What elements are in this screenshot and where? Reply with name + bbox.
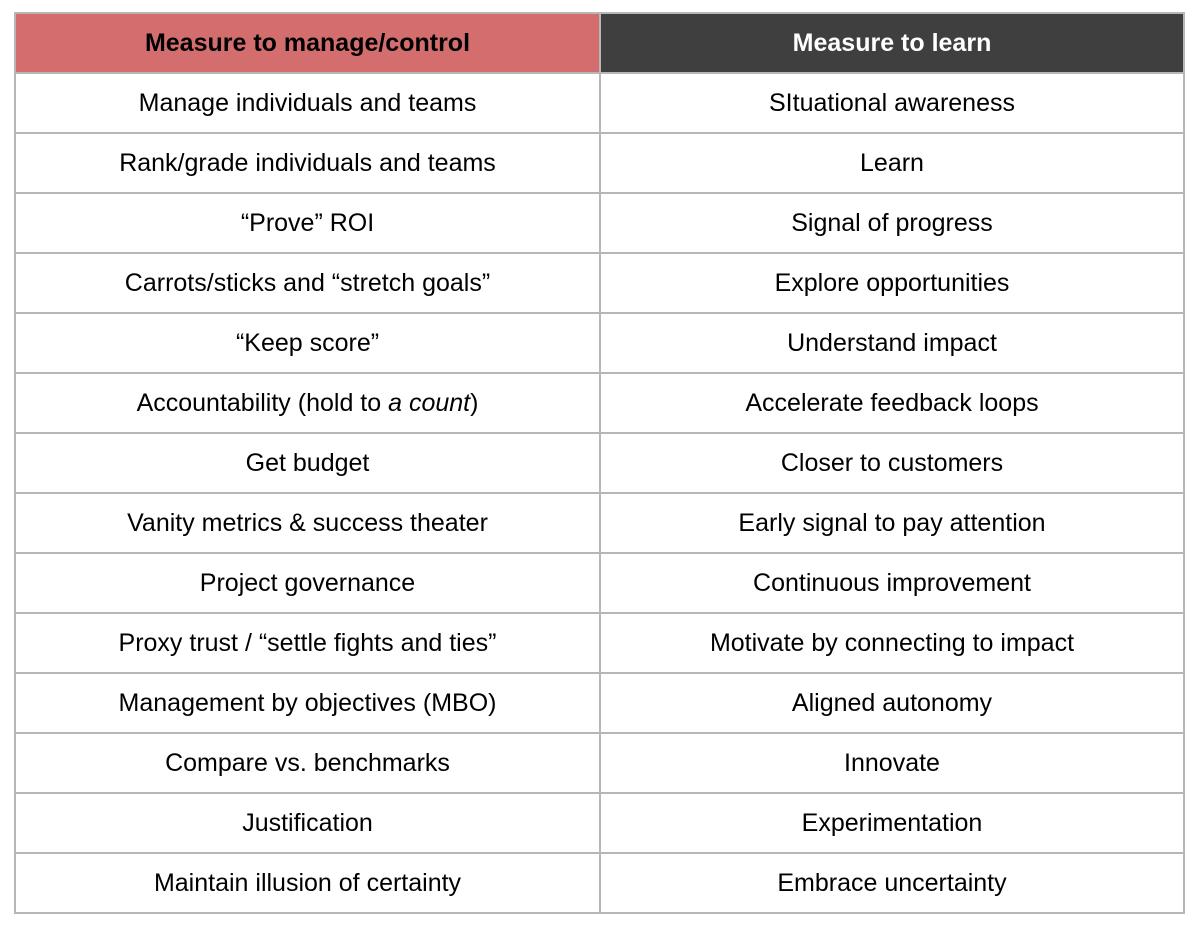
header-manage-control: Measure to manage/control — [15, 13, 600, 73]
cell-learn: Closer to customers — [600, 433, 1184, 493]
table-row — [15, 793, 1184, 853]
cell-manage-control: Manage individuals and teams — [15, 73, 600, 133]
cell-text-pre: Accountability (hold to — [136, 388, 389, 417]
cell-learn: SItuational awareness — [600, 73, 1184, 133]
table-row — [15, 313, 1184, 373]
table-row — [15, 193, 1184, 253]
cell-learn: Understand impact — [600, 313, 1184, 373]
comparison-table — [14, 12, 1185, 914]
cell-learn: Signal of progress — [600, 193, 1184, 253]
table-row — [15, 253, 1184, 313]
table-row — [15, 613, 1184, 673]
cell-manage-control: Compare vs. benchmarks — [15, 733, 600, 793]
cell-learn: Embrace uncertainty — [600, 853, 1184, 913]
table-row — [15, 853, 1184, 913]
cell-text-italic: a count — [388, 388, 471, 417]
cell-manage-control — [15, 373, 600, 433]
cell-manage-control: Project governance — [15, 553, 600, 613]
table-row — [15, 73, 1184, 133]
cell-manage-control: Justification — [15, 793, 600, 853]
cell-manage-control: “Prove” ROI — [15, 193, 600, 253]
cell-learn: Innovate — [600, 733, 1184, 793]
header-learn: Measure to learn — [600, 13, 1184, 73]
table-row — [15, 433, 1184, 493]
cell-learn: Continuous improvement — [600, 553, 1184, 613]
table-row — [15, 553, 1184, 613]
cell-manage-control: “Keep score” — [15, 313, 600, 373]
cell-learn: Aligned autonomy — [600, 673, 1184, 733]
cell-learn: Learn — [600, 133, 1184, 193]
table-row — [15, 673, 1184, 733]
cell-learn: Experimentation — [600, 793, 1184, 853]
cell-manage-control: Get budget — [15, 433, 600, 493]
table-row — [15, 373, 1184, 433]
cell-learn: Early signal to pay attention — [600, 493, 1184, 553]
cell-manage-control: Management by objectives (MBO) — [15, 673, 600, 733]
cell-manage-control: Rank/grade individuals and teams — [15, 133, 600, 193]
cell-learn: Accelerate feedback loops — [600, 373, 1184, 433]
cell-manage-control: Carrots/sticks and “stretch goals” — [15, 253, 600, 313]
table-row — [15, 133, 1184, 193]
table-row — [15, 493, 1184, 553]
cell-learn: Explore opportunities — [600, 253, 1184, 313]
table-row — [15, 733, 1184, 793]
comparison-table-container — [14, 12, 1185, 914]
cell-manage-control: Vanity metrics & success theater — [15, 493, 600, 553]
table-header-row — [15, 13, 1184, 73]
cell-manage-control: Maintain illusion of certainty — [15, 853, 600, 913]
cell-text-post: ) — [470, 388, 479, 417]
cell-learn: Motivate by connecting to impact — [600, 613, 1184, 673]
cell-manage-control: Proxy trust / “settle fights and ties” — [15, 613, 600, 673]
